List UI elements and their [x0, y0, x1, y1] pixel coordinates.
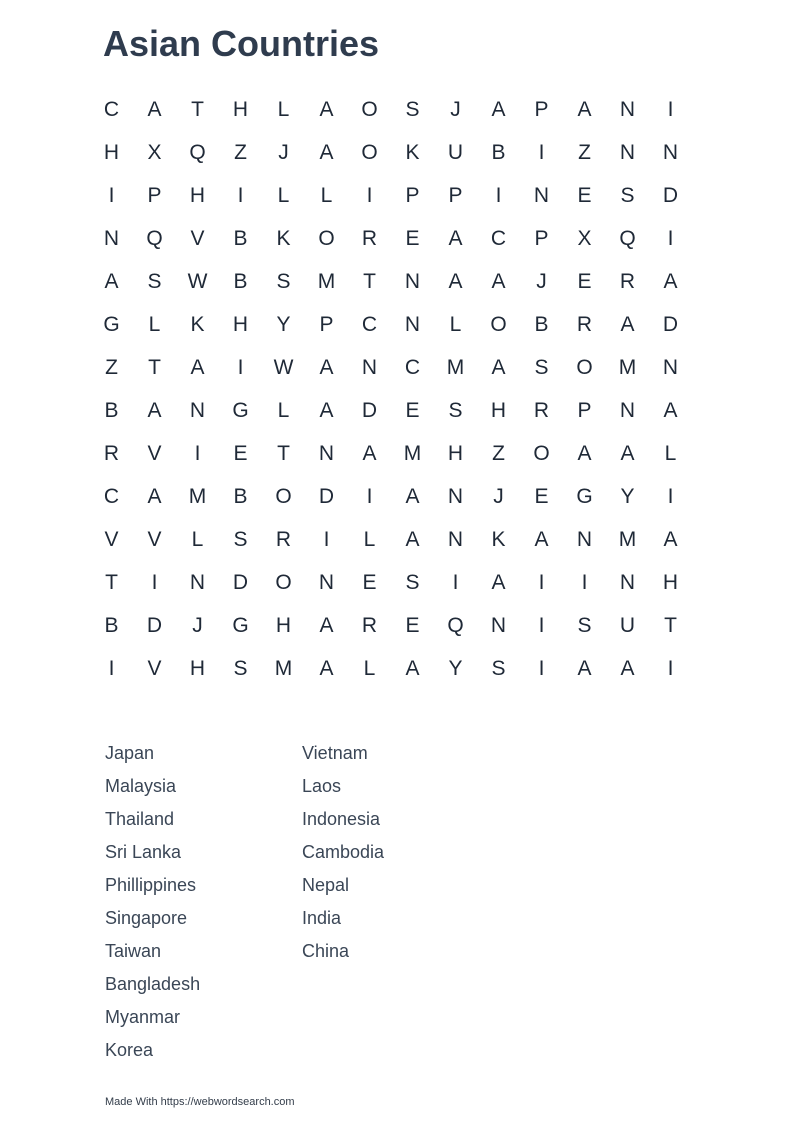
grid-cell[interactable]: O	[533, 442, 550, 465]
grid-cell[interactable]: N	[576, 528, 593, 551]
grid-cell[interactable]: S	[147, 270, 162, 293]
grid-cell[interactable]: Z	[105, 356, 118, 379]
grid-cell[interactable]: O	[490, 313, 507, 336]
grid-cell[interactable]: S	[405, 571, 420, 594]
grid-row	[90, 303, 692, 346]
word-list-item: Myanmar	[105, 1007, 181, 1027]
grid-cell[interactable]: R	[533, 399, 550, 422]
grid-cell[interactable]: T	[148, 356, 161, 379]
grid-cell[interactable]: P	[147, 184, 162, 207]
grid-cell[interactable]: U	[619, 614, 636, 637]
grid-cell[interactable]: J	[278, 141, 289, 164]
grid-cell[interactable]: X	[147, 141, 162, 164]
grid-cell[interactable]: A	[577, 657, 592, 680]
grid-cell[interactable]: K	[190, 313, 205, 336]
grid-cell[interactable]: A	[405, 485, 420, 508]
grid-cell[interactable]: R	[576, 313, 593, 336]
grid-cell[interactable]: H	[189, 657, 206, 680]
grid-cell[interactable]: A	[620, 313, 635, 336]
grid-cell[interactable]: N	[189, 399, 206, 422]
grid-cell[interactable]: P	[534, 98, 549, 121]
grid-cell[interactable]: H	[232, 313, 249, 336]
grid-cell[interactable]: R	[361, 614, 378, 637]
word-list-item: Cambodia	[302, 842, 385, 862]
grid-cell[interactable]: A	[147, 399, 162, 422]
grid-cell[interactable]: A	[405, 528, 420, 551]
grid-cell[interactable]: N	[619, 141, 636, 164]
grid-cell[interactable]: A	[491, 98, 506, 121]
grid-cell[interactable]: N	[662, 356, 679, 379]
grid-cell[interactable]: N	[318, 571, 335, 594]
grid-cell[interactable]: T	[105, 571, 118, 594]
word-list-item: India	[302, 908, 342, 928]
grid-cell[interactable]: H	[275, 614, 292, 637]
grid-cell[interactable]: T	[191, 98, 204, 121]
grid-cell[interactable]: P	[534, 227, 549, 250]
grid-cell[interactable]: C	[103, 98, 120, 121]
grid-cell[interactable]: D	[662, 313, 679, 336]
grid-cell[interactable]: A	[491, 270, 506, 293]
word-list-item: Malaysia	[105, 776, 177, 796]
grid-cell[interactable]: I	[151, 571, 158, 594]
grid-cell[interactable]: S	[534, 356, 549, 379]
grid-cell[interactable]: T	[664, 614, 677, 637]
grid-cell[interactable]: O	[361, 141, 378, 164]
grid-cell[interactable]: S	[405, 98, 420, 121]
grid-row	[90, 131, 692, 174]
grid-cell[interactable]: Q	[447, 614, 464, 637]
word-list-item: China	[302, 941, 350, 961]
grid-cell[interactable]: I	[667, 485, 674, 508]
grid-cell[interactable]: V	[147, 528, 162, 551]
grid-row	[90, 346, 692, 389]
grid-cell[interactable]: W	[187, 270, 208, 293]
grid-cell[interactable]: K	[405, 141, 420, 164]
grid-cell[interactable]: Q	[189, 141, 206, 164]
grid-cell[interactable]: E	[577, 270, 592, 293]
grid-row	[90, 389, 692, 432]
grid-cell[interactable]: I	[667, 227, 674, 250]
word-list-item: Singapore	[105, 908, 188, 928]
grid-cell[interactable]: N	[533, 184, 550, 207]
grid-cell[interactable]: L	[363, 657, 376, 680]
grid-cell[interactable]: V	[147, 442, 162, 465]
grid-cell[interactable]: M	[618, 528, 637, 551]
grid-cell[interactable]: H	[103, 141, 120, 164]
grid-cell[interactable]: L	[449, 313, 462, 336]
grid-cell[interactable]: U	[447, 141, 464, 164]
grid-cell[interactable]: A	[104, 270, 119, 293]
grid-cell[interactable]: S	[233, 528, 248, 551]
grid-row	[90, 561, 692, 604]
grid-cell[interactable]: V	[147, 657, 162, 680]
grid-cell[interactable]: H	[447, 442, 464, 465]
grid-cell[interactable]: O	[275, 485, 292, 508]
grid-cell[interactable]: D	[662, 184, 679, 207]
grid-row	[90, 432, 692, 475]
grid-row	[90, 260, 692, 303]
grid-cell[interactable]: A	[319, 657, 334, 680]
grid-cell[interactable]: D	[146, 614, 163, 637]
grid-cell[interactable]: A	[663, 528, 678, 551]
grid-cell[interactable]: Z	[492, 442, 505, 465]
grid-cell[interactable]: S	[448, 399, 463, 422]
grid-cell[interactable]: P	[405, 184, 420, 207]
grid-cell[interactable]: A	[491, 571, 506, 594]
grid-cell[interactable]: N	[361, 356, 378, 379]
grid-cell[interactable]: N	[619, 571, 636, 594]
grid-cell[interactable]: Y	[276, 313, 291, 336]
grid-cell[interactable]: H	[490, 399, 507, 422]
grid-cell[interactable]: J	[493, 485, 504, 508]
grid-cell[interactable]: A	[577, 442, 592, 465]
grid-cell[interactable]: I	[237, 184, 244, 207]
grid-cell[interactable]: K	[276, 227, 291, 250]
grid-cell[interactable]: A	[534, 528, 549, 551]
grid-cell[interactable]: T	[277, 442, 290, 465]
grid-cell[interactable]: B	[233, 227, 248, 250]
word-list-item: Vietnam	[302, 743, 368, 763]
grid-cell[interactable]: M	[188, 485, 207, 508]
grid-cell[interactable]: Z	[234, 141, 247, 164]
grid-cell[interactable]: L	[191, 528, 204, 551]
grid-cell[interactable]: L	[664, 442, 677, 465]
grid-cell[interactable]: B	[534, 313, 549, 336]
grid-cell[interactable]: L	[320, 184, 333, 207]
grid-cell[interactable]: A	[448, 270, 463, 293]
grid-cell[interactable]: A	[663, 399, 678, 422]
word-list-item: Laos	[302, 776, 342, 796]
grid-cell[interactable]: L	[277, 399, 290, 422]
grid-cell[interactable]: I	[538, 141, 545, 164]
grid-cell[interactable]: C	[103, 485, 120, 508]
grid-cell[interactable]: L	[148, 313, 161, 336]
footer-credit: Made With https://webwordsearch.com	[105, 1096, 295, 1108]
grid-cell[interactable]: B	[104, 399, 119, 422]
word-list-item: Taiwan	[105, 941, 162, 961]
grid-cell[interactable]: S	[577, 614, 592, 637]
grid-cell[interactable]: C	[404, 356, 421, 379]
grid-cell[interactable]: R	[103, 442, 120, 465]
grid-cell[interactable]: V	[104, 528, 119, 551]
grid-cell[interactable]: A	[620, 657, 635, 680]
grid-cell[interactable]: E	[233, 442, 248, 465]
grid-cell[interactable]: N	[619, 399, 636, 422]
grid-row	[90, 217, 692, 260]
grid-cell[interactable]: I	[667, 98, 674, 121]
grid-cell[interactable]: M	[403, 442, 422, 465]
grid-cell[interactable]: N	[662, 141, 679, 164]
grid-cell[interactable]: S	[491, 657, 506, 680]
grid-cell[interactable]: M	[618, 356, 637, 379]
grid-cell[interactable]: G	[103, 313, 120, 336]
grid-cell[interactable]: P	[319, 313, 334, 336]
grid-cell[interactable]: P	[448, 184, 463, 207]
grid-cell[interactable]: I	[366, 485, 373, 508]
grid-cell[interactable]: G	[232, 614, 249, 637]
grid-cell[interactable]: R	[361, 227, 378, 250]
grid-cell[interactable]: D	[232, 571, 249, 594]
grid-cell[interactable]: E	[534, 485, 549, 508]
grid-cell[interactable]: X	[577, 227, 592, 250]
grid-cell[interactable]: M	[274, 657, 293, 680]
grid-cell[interactable]: M	[446, 356, 465, 379]
grid-cell[interactable]: B	[104, 614, 119, 637]
grid-cell[interactable]: T	[363, 270, 376, 293]
grid-cell[interactable]: L	[277, 184, 290, 207]
grid-cell[interactable]: E	[405, 227, 420, 250]
grid-cell[interactable]: E	[405, 399, 420, 422]
grid-row	[90, 604, 692, 647]
grid-cell[interactable]: S	[620, 184, 635, 207]
grid-row	[90, 174, 692, 217]
grid-cell[interactable]: A	[147, 485, 162, 508]
word-list-item: Phillippines	[105, 875, 197, 895]
grid-cell[interactable]: O	[318, 227, 335, 250]
grid-cell[interactable]: I	[495, 184, 502, 207]
word-list-item: Nepal	[302, 875, 350, 895]
grid-cell[interactable]: O	[361, 98, 378, 121]
word-list-item: Japan	[105, 743, 155, 763]
grid-cell[interactable]: K	[491, 528, 506, 551]
grid-cell[interactable]: N	[490, 614, 507, 637]
grid-cell[interactable]: I	[581, 571, 588, 594]
grid-row	[90, 518, 692, 561]
grid-cell[interactable]: I	[237, 356, 244, 379]
grid-cell[interactable]: J	[536, 270, 547, 293]
grid-cell[interactable]: A	[448, 227, 463, 250]
grid-cell[interactable]: A	[319, 356, 334, 379]
grid-cell[interactable]: R	[275, 528, 292, 551]
grid-cell[interactable]: N	[447, 528, 464, 551]
grid-cell[interactable]: A	[319, 614, 334, 637]
grid-cell[interactable]: N	[189, 571, 206, 594]
grid-cell[interactable]: V	[190, 227, 205, 250]
grid-cell[interactable]: A	[319, 98, 334, 121]
grid-cell[interactable]: E	[577, 184, 592, 207]
grid-cell[interactable]: N	[103, 227, 120, 250]
word-list-item: Bangladesh	[105, 974, 201, 994]
grid-row	[90, 475, 692, 518]
grid-cell[interactable]: I	[667, 657, 674, 680]
grid-cell[interactable]: I	[108, 657, 115, 680]
grid-cell[interactable]: A	[663, 270, 678, 293]
grid-cell[interactable]: C	[361, 313, 378, 336]
grid-cell[interactable]: N	[447, 485, 464, 508]
grid-cell[interactable]: A	[147, 98, 162, 121]
grid-cell[interactable]: A	[577, 98, 592, 121]
grid-cell[interactable]: A	[405, 657, 420, 680]
grid-cell[interactable]: E	[405, 614, 420, 637]
grid-cell[interactable]: A	[190, 356, 205, 379]
grid-cell[interactable]: C	[490, 227, 507, 250]
grid-cell[interactable]: N	[404, 313, 421, 336]
grid-cell[interactable]: S	[233, 657, 248, 680]
grid-cell[interactable]: I	[323, 528, 330, 551]
grid-cell[interactable]: O	[275, 571, 292, 594]
grid-cell[interactable]: B	[233, 485, 248, 508]
grid-cell[interactable]: Y	[620, 485, 635, 508]
grid-cell[interactable]: M	[317, 270, 336, 293]
grid-cell[interactable]: B	[491, 141, 506, 164]
grid-cell[interactable]: I	[538, 614, 545, 637]
grid-cell[interactable]: Q	[619, 227, 636, 250]
grid-cell[interactable]: A	[362, 442, 377, 465]
word-list-item: Thailand	[105, 809, 175, 829]
grid-cell[interactable]: R	[619, 270, 636, 293]
grid-cell[interactable]: I	[194, 442, 201, 465]
grid-cell[interactable]: W	[273, 356, 294, 379]
grid-cell[interactable]: E	[362, 571, 377, 594]
grid-cell[interactable]: L	[277, 98, 290, 121]
grid-row	[90, 647, 692, 690]
grid-cell[interactable]: A	[620, 442, 635, 465]
grid-cell[interactable]: P	[577, 399, 592, 422]
word-list-item: Sri Lanka	[105, 842, 182, 862]
grid-cell[interactable]: A	[491, 356, 506, 379]
grid-cell[interactable]: N	[619, 98, 636, 121]
grid-cell[interactable]: G	[576, 485, 593, 508]
grid-cell[interactable]: N	[318, 442, 335, 465]
grid-cell[interactable]: A	[319, 399, 334, 422]
word-list	[105, 737, 384, 1067]
grid-cell[interactable]: G	[232, 399, 249, 422]
grid-cell[interactable]: I	[108, 184, 115, 207]
grid-cell[interactable]: D	[318, 485, 335, 508]
word-list-item: Indonesia	[302, 809, 381, 829]
grid-cell[interactable]: Y	[448, 657, 463, 680]
grid-cell[interactable]: H	[662, 571, 679, 594]
grid-cell[interactable]: B	[233, 270, 248, 293]
grid-cell[interactable]: O	[576, 356, 593, 379]
grid-cell[interactable]: L	[363, 528, 376, 551]
grid-cell[interactable]: H	[189, 184, 206, 207]
grid-cell[interactable]: D	[361, 399, 378, 422]
word-list-column-2	[302, 737, 384, 1067]
grid-cell[interactable]: S	[276, 270, 291, 293]
grid-cell[interactable]: N	[404, 270, 421, 293]
grid-cell[interactable]: A	[319, 141, 334, 164]
grid-row	[90, 88, 692, 131]
grid-cell[interactable]: H	[232, 98, 249, 121]
grid-cell[interactable]: Z	[578, 141, 591, 164]
grid-cell[interactable]: I	[538, 571, 545, 594]
letter-grid	[90, 88, 692, 690]
grid-cell[interactable]: J	[192, 614, 203, 637]
page-title: Asian Countries	[103, 23, 380, 64]
grid-cell[interactable]: I	[366, 184, 373, 207]
word-list-item: Korea	[105, 1040, 154, 1060]
grid-cell[interactable]: I	[452, 571, 459, 594]
grid-cell[interactable]: I	[538, 657, 545, 680]
grid-cell[interactable]: Q	[146, 227, 163, 250]
word-list-column-1	[105, 737, 302, 1067]
grid-cell[interactable]: J	[450, 98, 461, 121]
